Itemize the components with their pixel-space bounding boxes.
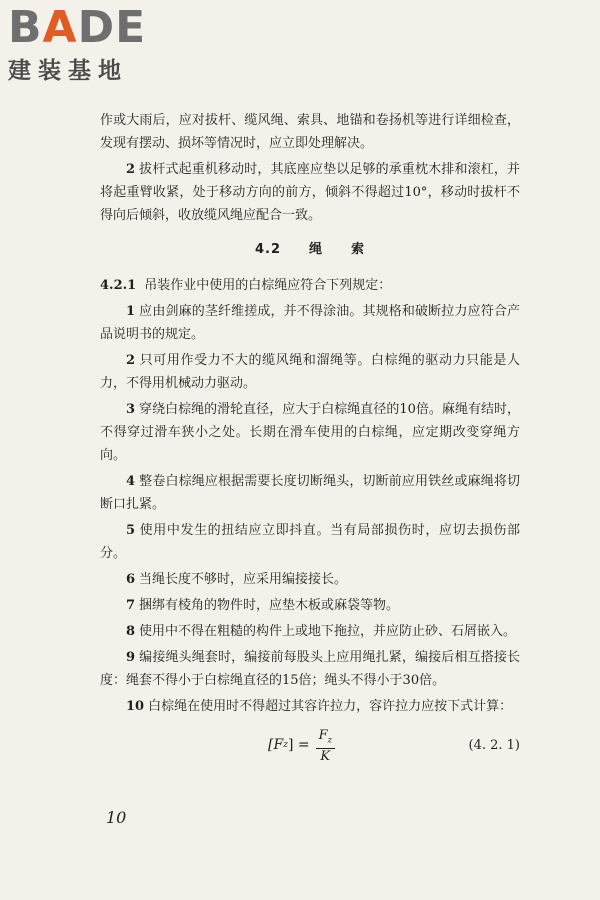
- list-item: 4 整卷白棕绳应根据需要长度切断绳头，切断前应用铁丝或麻绳将切断口扎紧。: [100, 474, 520, 512]
- formula-expression: [F z ] = $\frac{F_z}{K}$: [268, 728, 335, 764]
- list-item: 8 使用中不得在粗糙的构件上或地下拖拉，并应防止砂、石屑嵌入。: [126, 624, 517, 639]
- list-item: 5 使用中发生的扭结应立即抖直。当有局部损伤时，应切去损伤部分。: [100, 523, 520, 561]
- clause-paragraph: 4.2.1 吊装作业中使用的白棕绳应符合下列规定：: [100, 278, 392, 293]
- list-item: 9 编接绳头绳套时，编接前每股头上应用绳扎紧，编接后相互搭接长度：绳套不得小于白棕绳直径的15倍；绳头不得小于30倍。: [100, 650, 520, 688]
- logo-wordmark: BADE: [8, 2, 147, 53]
- list-item: 6 当绳长度不够时，应采用编接接长。: [126, 572, 348, 587]
- list-item: 3 穿绕白棕绳的滑轮直径，应大于白棕绳直径的10倍。麻绳有结时，不得穿过滑车狭小之处。长期在滑车使用的白棕绳，应定期改变穿绳方向。: [100, 402, 520, 463]
- list-item: 1 应由剑麻的茎纤维搓成，并不得涂油。其规格和破断拉力应符合产品说明书的规定。: [100, 304, 520, 342]
- page-number: 10: [106, 808, 127, 827]
- brand-logo: [8, 4, 178, 88]
- section-heading: 4.2 绳 索: [254, 242, 366, 257]
- page-body: [100, 109, 520, 764]
- list-item: 2 只可用作受力不大的缆风绳和溜绳等。白棕绳的驱动力只能是人力，不得用机械动力驱动。: [100, 353, 520, 391]
- formula-fraction: $\frac{F_z}{K}$: [316, 728, 335, 764]
- list-item: 7 捆绑有棱角的物件时，应垫木板或麻袋等物。: [126, 598, 400, 613]
- paragraph-intro: 作或大雨后，应对拔杆、缆风绳、索具、地锚和卷扬机等进行详细检查，发现有摆动、损坏等情况时，应立即处理解决。: [100, 113, 520, 151]
- equation-number: (4. 2. 1): [468, 738, 520, 753]
- formula-block: [100, 724, 520, 764]
- list-item: 10 白棕绳在使用时不得超过其容许拉力，容许拉力应按下式计算：: [126, 699, 513, 714]
- paragraph-item: 2 拔杆式起重机移动时，其底座应垫以足够的承重枕木排和滚杠，并将起重臂收紧，处于移动方向的前方，倾斜不得超过10°，移动时拔杆不得向后倾斜，收放缆风绳应配合一致。: [100, 162, 520, 223]
- logo-subtitle: 建装基地: [8, 58, 128, 84]
